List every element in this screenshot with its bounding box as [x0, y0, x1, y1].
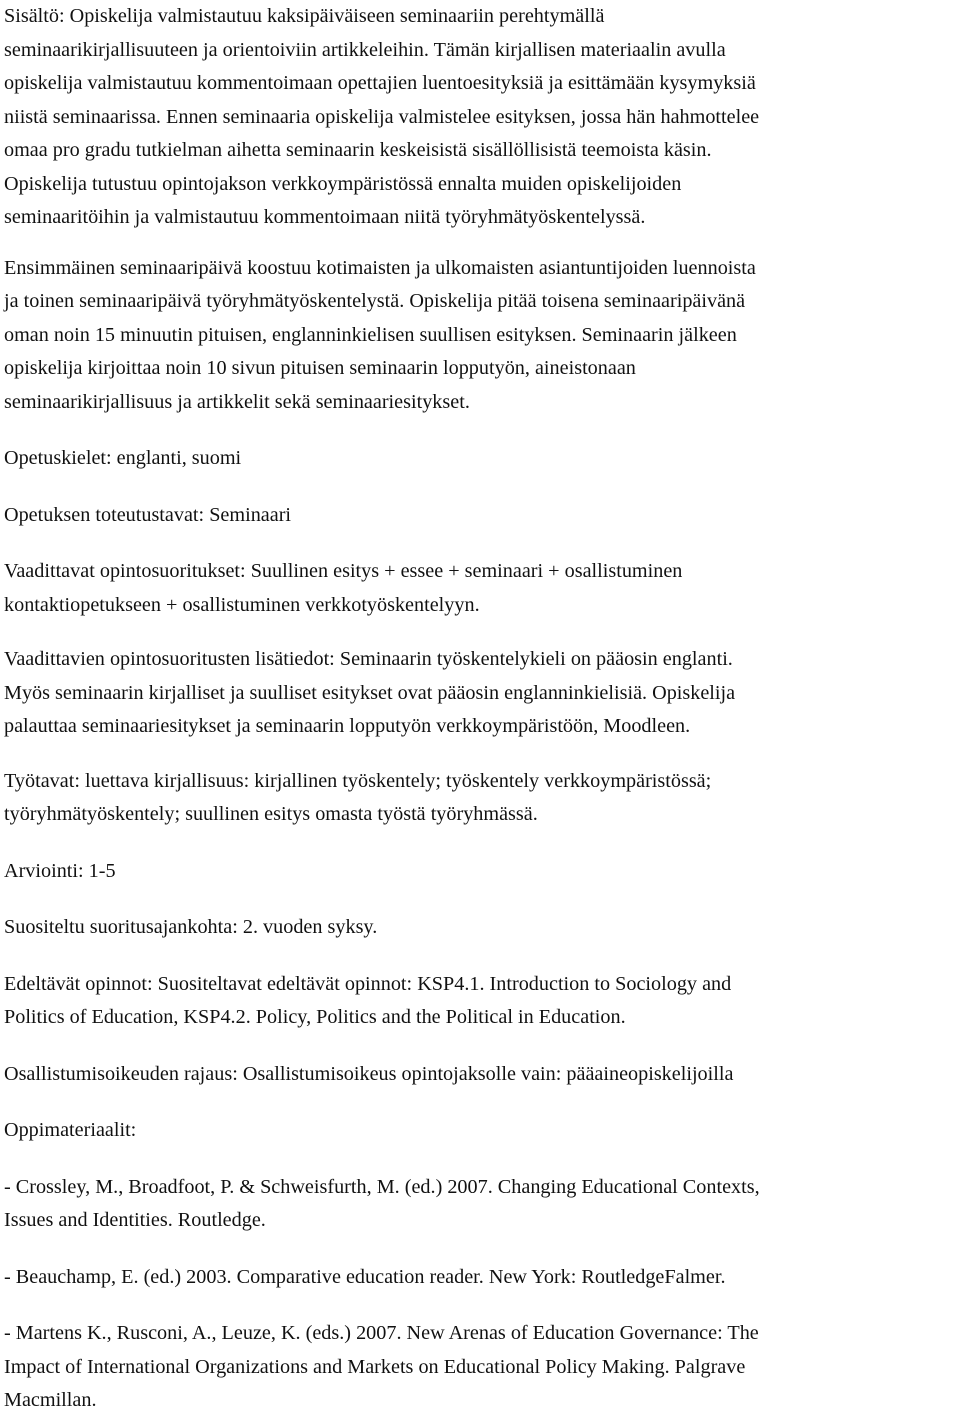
text-line: Työtavat: luettava kirjallisuus: kirjallinen työskentely; työskentely verkkoympäristössä; — [4, 769, 712, 792]
text-line: - Crossley, M., Broadfoot, P. & Schweisfurth, M. (ed.) 2007. Changing Educational Contexts, — [4, 1175, 760, 1198]
text-line: niistä seminaarissa. Ennen seminaaria opiskelija valmistelee esityksen, jossa hän hahmottelee — [4, 105, 760, 128]
text-line: Edeltävät opinnot: Suositeltavat edeltävät opinnot: KSP4.1. Introduction to Sociology and — [4, 972, 732, 995]
text-line: Vaadittavien opintosuoritusten lisätiedot: Seminaarin työskentelykieli on pääosin englanti. — [4, 648, 733, 670]
recommended-time-field — [4, 911, 956, 945]
text-line: Vaadittavat opintosuoritukset: Suullinen esitys + essee + seminaari + osallistuminen — [4, 560, 683, 582]
grading-field — [4, 855, 956, 889]
text-line: seminaarikirjallisuus ja artikkelit sekä seminaariesitykset. — [4, 390, 470, 413]
text-line: opiskelija valmistautuu kommentoimaan opettajien luentoesityksiä ja esittämään kysymyksiä — [4, 72, 756, 94]
work-methods-field — [4, 765, 956, 832]
text-line: Osallistumisoikeuden rajaus: Osallistumisoikeus opintojaksolle vain: pääaineopiskelijoilla — [4, 1062, 734, 1085]
material-item — [4, 1171, 956, 1238]
text-line: - Martens K., Rusconi, A., Leuze, K. (eds.) 2007. New Arenas of Education Governance: The — [4, 1322, 759, 1344]
requirements-info-field — [4, 643, 956, 744]
text-line: Opiskelija tutustuu opintojakson verkkoympäristössä ennalta muiden opiskelijoiden — [4, 172, 682, 195]
text-line: Suositeltu suoritusajankohta: 2. vuoden syksy. — [4, 916, 378, 938]
text-line: Opetuksen toteutustavat: Seminaari — [4, 503, 292, 526]
document-page — [4, 0, 956, 1418]
material-item — [4, 1317, 956, 1418]
text-line: Arviointi: 1-5 — [4, 859, 116, 882]
materials-heading — [4, 1114, 956, 1148]
text-line: ja toinen seminaaripäivä työryhmätyöskentelystä. Opiskelija pitää toisena seminaaripäivänä — [4, 290, 746, 312]
text-line: työryhmätyöskentely; suullinen esitys omasta työstä työryhmässä. — [4, 803, 538, 825]
text-line: Impact of International Organizations and Markets on Educational Policy Making. Palgrave — [4, 1355, 746, 1378]
text-line: Myös seminaarin kirjalliset ja suulliset esitykset ovat pääosin englanninkielisiä. Opiskelija — [4, 681, 736, 704]
text-line: Ensimmäinen seminaaripäivä koostuu kotimaisten ja ulkomaisten asiantuntijoiden luennoista — [4, 256, 756, 279]
text-line: seminaaritöihin ja valmistautuu kommentoimaan niitä työryhmätyöskentelyssä. — [4, 206, 646, 228]
text-line: Issues and Identities. Routledge. — [4, 1209, 266, 1231]
languages-field — [4, 442, 956, 476]
text-line: kontaktiopetukseen + osallistuminen verkkotyöskentelyyn. — [4, 593, 480, 616]
methods-field — [4, 499, 956, 533]
text-line: oman noin 15 minuutin pituisen, englanninkielisen suullisen esityksen. Seminaarin jälkeen — [4, 323, 737, 346]
text-line: opiskelija kirjoittaa noin 10 sivun pituisen seminaarin lopputyön, aineistonaan — [4, 357, 636, 379]
text-line: Opetuskielet: englanti, suomi — [4, 447, 242, 469]
text-line: omaa pro gradu tutkielman aihetta seminaarin keskeisistä sisällöllisistä teemoista käsin. — [4, 139, 712, 161]
text-line: Oppimateriaalit: — [4, 1119, 137, 1141]
text-line: palauttaa seminaariesitykset ja seminaarin lopputyön verkkoympäristöön, Moodleen. — [4, 715, 691, 737]
text-line: Politics of Education, KSP4.2. Policy, Politics and the Political in Education. — [4, 1006, 626, 1028]
text-line: Macmillan. — [4, 1389, 97, 1411]
text-line: seminaarikirjallisuuteen ja orientoiviin artikkeleihin. Tämän kirjallisen materiaalin avulla — [4, 38, 726, 61]
participation-field — [4, 1058, 956, 1092]
requirements-field — [4, 555, 956, 622]
seminar-days-paragraph — [4, 252, 956, 420]
text-line: - Beauchamp, E. (ed.) 2003. Comparative education reader. New York: RoutledgeFalmer. — [4, 1265, 726, 1288]
text-line: Sisältö: Opiskelija valmistautuu kaksipäiväiseen seminaariin perehtymällä — [4, 5, 605, 27]
material-item — [4, 1261, 956, 1295]
content-paragraph — [4, 0, 956, 235]
prerequisites-field — [4, 968, 956, 1035]
